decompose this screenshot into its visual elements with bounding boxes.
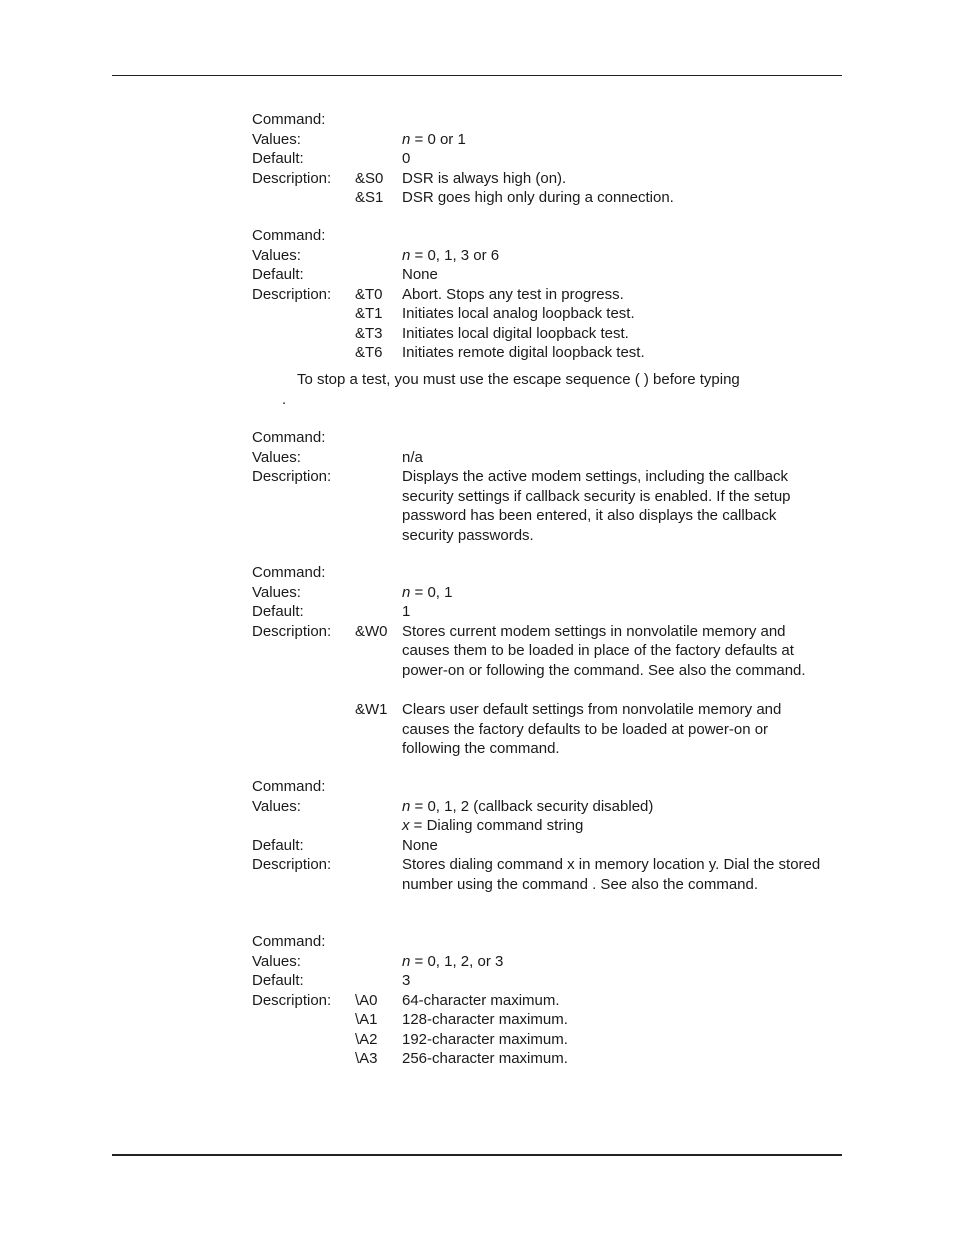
option-code: \A1: [355, 1011, 378, 1028]
option-code: &T3: [355, 324, 383, 342]
option-description: Initiates remote digital loopback test.: [402, 344, 645, 361]
default-value: 1: [402, 603, 411, 620]
option-code: &S1: [355, 189, 384, 206]
header-rule: [112, 75, 842, 76]
command-label: Command:: [252, 564, 326, 581]
description-value: Displays the active modem settings, including the callback security settings if callback security is enabled. If the setup password has been entered, it also displays the callback security passwords.: [402, 468, 791, 544]
default-label: Default:: [252, 266, 304, 283]
option-description: DSR is always high (on).: [402, 169, 567, 187]
option-code: \A0: [355, 991, 378, 1009]
option-description: 128-character maximum.: [402, 1011, 568, 1028]
command-label: Command:: [252, 111, 326, 128]
option-code: &W0: [355, 622, 388, 640]
option-description: 256-character maximum.: [402, 1050, 568, 1067]
command-label: Command:: [252, 778, 326, 795]
values-label: Values:: [252, 952, 301, 970]
values-value: x = Dialing command string: [402, 817, 584, 834]
option-description: 64-character maximum.: [402, 991, 560, 1009]
values-label: Values:: [252, 246, 301, 264]
values-value: n = 0, 1, 2, or 3: [402, 952, 504, 970]
description-label: Description:: [252, 991, 332, 1009]
values-value: n = 0 or 1: [402, 130, 466, 148]
values-label: Values:: [252, 583, 301, 601]
option-description: DSR goes high only during a connection.: [402, 189, 674, 206]
test-note: To stop a test, you must use the escape sequence ( ) before typing: [297, 371, 740, 388]
option-code: \A3: [355, 1050, 378, 1067]
default-label: Default:: [252, 150, 304, 167]
command-label: Command:: [252, 227, 326, 244]
command-label: Command:: [252, 933, 326, 950]
option-code: \A2: [355, 1030, 378, 1048]
default-label: Default:: [252, 836, 304, 854]
option-code: &S0: [355, 169, 384, 187]
description-label: Description:: [252, 468, 332, 485]
description-label: Description:: [252, 856, 332, 873]
values-value: n = 0, 1, 2 (callback security disabled): [402, 797, 654, 815]
option-description: Initiates local analog loopback test.: [402, 305, 635, 322]
description-value: Stores dialing command x in memory location y. Dial the stored number using the command . See also the command.: [402, 856, 821, 893]
values-label: Values:: [252, 130, 301, 148]
test-note-tail: .: [282, 391, 287, 408]
option-code: &T6: [355, 344, 383, 361]
option-code: &T1: [355, 305, 383, 322]
default-label: Default:: [252, 972, 304, 989]
command-label: Command:: [252, 429, 326, 446]
default-value: 0: [402, 150, 411, 167]
option-code: &W1: [355, 701, 388, 718]
description-label: Description:: [252, 622, 332, 640]
values-value: n/a: [402, 448, 423, 466]
option-description: Abort. Stops any test in progress.: [402, 285, 624, 303]
values-value: n = 0, 1: [402, 583, 453, 601]
default-value: None: [402, 836, 438, 854]
option-description: Clears user default settings from nonvolatile memory and causes the factory defaults to be loaded at power-on or following the command.: [402, 701, 782, 757]
option-description: 192-character maximum.: [402, 1030, 568, 1048]
option-description: Stores current modem settings in nonvolatile memory and causes them to be loaded in place of the factory defaults at power-on or following the command. See also the command.: [402, 622, 806, 679]
footer-rule: [112, 1154, 842, 1156]
description-label: Description:: [252, 169, 332, 187]
values-value: n = 0, 1, 3 or 6: [402, 246, 500, 264]
default-value: None: [402, 266, 438, 283]
option-description: Initiates local digital loopback test.: [402, 324, 629, 342]
default-label: Default:: [252, 603, 304, 620]
default-value: 3: [402, 972, 411, 989]
description-label: Description:: [252, 285, 332, 303]
values-label: Values:: [252, 797, 301, 815]
option-code: &T0: [355, 285, 383, 303]
values-label: Values:: [252, 448, 301, 466]
